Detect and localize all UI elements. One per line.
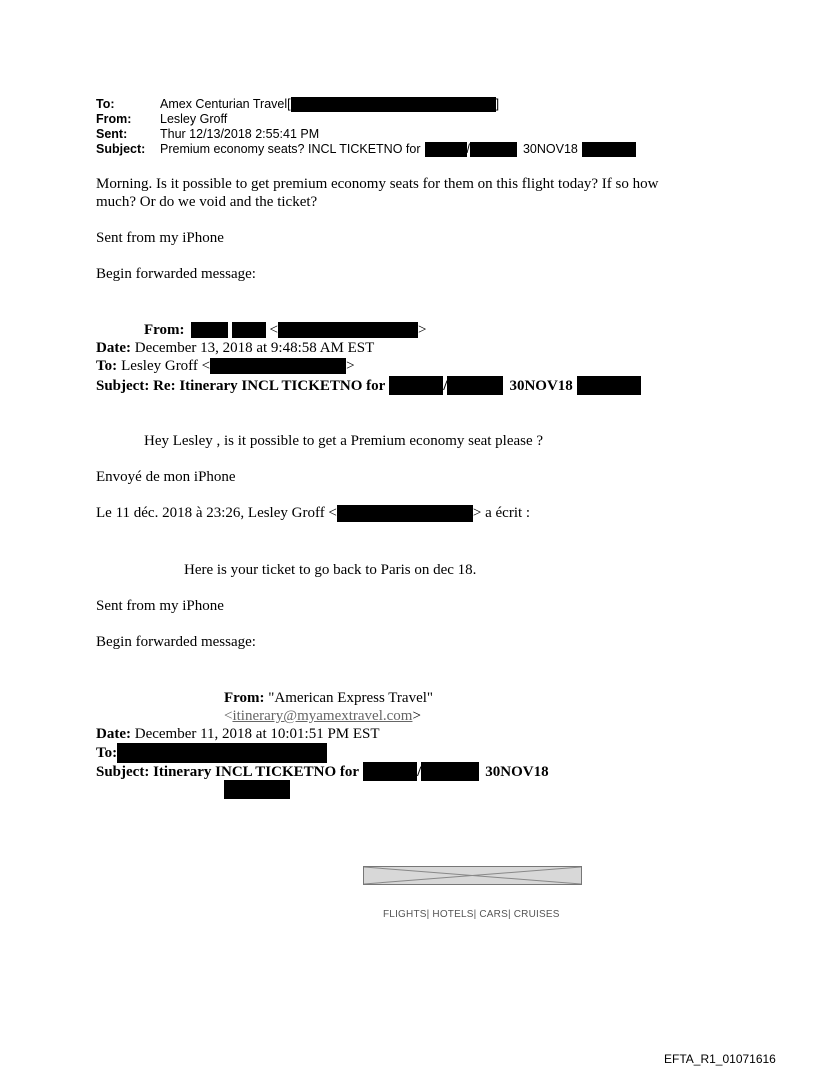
- redaction-box: [117, 743, 327, 763]
- quote-prefix: Le 11 déc. 2018 à 23:26, Lesley Groff <: [96, 505, 337, 521]
- fwd2-date-label: Date:: [96, 726, 131, 742]
- quote-suffix: > a écrit :: [472, 505, 531, 521]
- redaction-box: [210, 358, 346, 374]
- broken-image-placeholder: [363, 866, 582, 885]
- fwd2-subject-date: 30NOV18: [485, 763, 549, 780]
- begin-forwarded-1: Begin forwarded message:: [96, 266, 256, 282]
- fwd2-to-row: [96, 743, 327, 763]
- fwd1-subject-row: [96, 376, 641, 395]
- sent-value: Thur 12/13/2018 2:55:41 PM: [160, 127, 320, 141]
- begin-forwarded-2: Begin forwarded message:: [96, 634, 256, 650]
- redaction-box: [363, 762, 417, 781]
- fwd2-from-label: From:: [224, 690, 265, 706]
- header-to-row: [96, 97, 636, 112]
- header-from-row: [96, 112, 636, 127]
- from-value: Lesley Groff: [160, 112, 228, 126]
- fwd2-email-row: [224, 707, 421, 725]
- fwd2-date-value: December 11, 2018 at 10:01:51 PM EST: [134, 726, 380, 742]
- fwd1-date-row: [96, 339, 374, 357]
- fwd1-subject-slash: /: [443, 377, 448, 394]
- fwd1-signature: Envoyé de mon iPhone: [96, 469, 236, 485]
- sent-label: Sent:: [96, 127, 128, 141]
- fwd2-from-value: "American Express Travel": [268, 690, 434, 706]
- redaction-box: [224, 780, 290, 799]
- fwd2-email-gt: >: [412, 708, 421, 724]
- header-sent-row: [96, 127, 636, 142]
- fwd2-subject-slash: /: [417, 763, 422, 780]
- body-line-2: much? Or do we void and the ticket?: [96, 194, 318, 210]
- sent-from-iphone-1: Sent from my iPhone: [96, 230, 224, 246]
- fwd1-to-close: >: [346, 358, 355, 374]
- to-label: To:: [96, 97, 115, 111]
- redaction-box: [447, 376, 503, 395]
- footer-links: FLIGHTS| HOTELS| CARS| CRUISES: [383, 909, 560, 920]
- redaction-box: [577, 376, 641, 395]
- to-value: Amex Centurian Travel[: [160, 97, 291, 111]
- subject-slash: /: [466, 142, 470, 156]
- fwd1-lt: <: [269, 322, 279, 338]
- fwd1-date-value: December 13, 2018 at 9:48:58 AM EST: [134, 340, 375, 356]
- fwd1-gt: >: [418, 322, 427, 338]
- fwd1-message: Hey Lesley , is it possible to get a Premium economy seat please ?: [144, 433, 544, 449]
- redaction-box: [421, 762, 479, 781]
- fwd1-from-row: [144, 321, 426, 339]
- fwd1-date-label: Date:: [96, 340, 131, 356]
- sent-from-iphone-2: Sent from my iPhone: [96, 598, 224, 614]
- broken-image-icon: [364, 867, 581, 884]
- fwd1-to-row: [96, 357, 355, 375]
- quoted-message: Here is your ticket to go back to Paris on dec 18.: [184, 562, 477, 578]
- fwd2-email-lt: <: [224, 708, 233, 724]
- quote-attribution: [96, 504, 530, 522]
- redaction-box: [191, 322, 228, 338]
- fwd2-to-label: To:: [96, 745, 118, 761]
- fwd2-from-row: [224, 689, 433, 707]
- redaction-box: [291, 97, 496, 112]
- fwd2-date-row: [96, 725, 380, 743]
- fwd1-from-label: From:: [144, 322, 185, 338]
- header-subject-row: [96, 142, 636, 157]
- redaction-box: [425, 142, 467, 157]
- subject-value: Premium economy seats? INCL TICKETNO for: [160, 142, 421, 156]
- redaction-box: [389, 376, 443, 395]
- subject-label: Subject:: [96, 142, 146, 156]
- fwd1-subject-date: 30NOV18: [509, 377, 573, 394]
- email-header: [96, 97, 636, 157]
- body-line-1: Morning. Is it possible to get premium economy seats for them on this flight today? If so how: [96, 176, 659, 192]
- redaction-box: [337, 505, 473, 522]
- fwd2-subject-label: Subject: Itinerary INCL TICKETNO for: [96, 763, 360, 780]
- fwd1-to-label: To:: [96, 358, 118, 374]
- redaction-box: [278, 322, 418, 338]
- from-label: From:: [96, 112, 132, 126]
- subject-date: 30NOV18: [522, 142, 578, 156]
- fwd2-email-link[interactable]: itinerary@myamextravel.com: [232, 708, 413, 724]
- fwd1-subject-label: Subject: Re: Itinerary INCL TICKETNO for: [96, 377, 386, 394]
- redaction-box: [232, 322, 266, 338]
- fwd2-subject-row: [96, 762, 549, 781]
- to-close: ]: [495, 97, 500, 111]
- redaction-box: [582, 142, 636, 157]
- document-id: EFTA_R1_01071616: [664, 1052, 776, 1066]
- fwd1-to-value: Lesley Groff <: [121, 358, 211, 374]
- redaction-box: [470, 142, 517, 157]
